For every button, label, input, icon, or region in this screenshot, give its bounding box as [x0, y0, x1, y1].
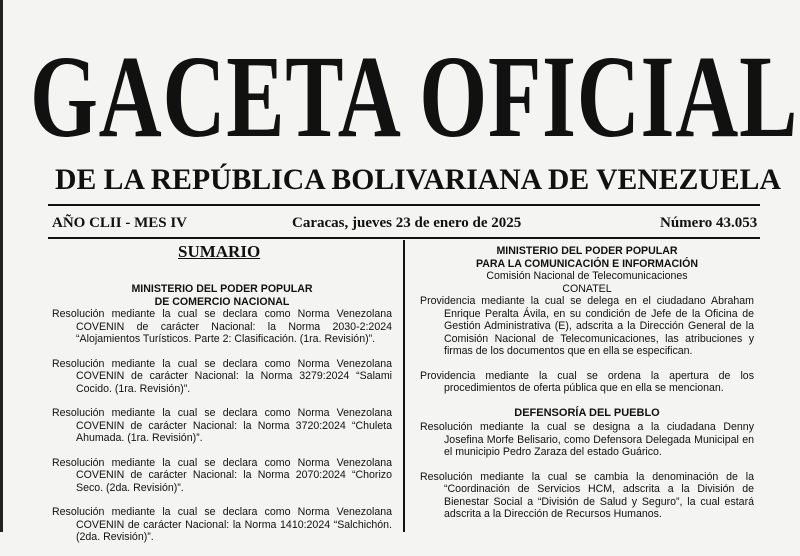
- ministry-heading-line1: MINISTERIO DEL PODER POPULAR: [131, 283, 313, 295]
- masthead-title: GACETA OFICIAL: [30, 31, 799, 162]
- summary-entry: Resolución mediante la cual se declara como Norma Venezolana COVENIN de carácter Nacional: la Norma 3279:2024 “Salami Cocido. (1ra. Revisión)”.: [52, 357, 392, 395]
- page-edge-line: [0, 0, 3, 532]
- summary-entry: Providencia mediante la cual se delega en el ciudadano Abraham Enrique Peralta Ávila, en su condición de Jefe de la Oficina de Gestión Administrativa (E), adscrita a la Dirección General de la Comisión Nacional de Telecomunicaciones, las atribuciones y firmas de los documentos que en ella se especifican.: [420, 295, 754, 357]
- summary-entry: Providencia mediante la cual se ordena la apertura de los procedimientos de oferta pública que en ella se mencionan.: [420, 369, 754, 394]
- section-heading: DEFENSORÍA DEL PUEBLO: [514, 406, 660, 419]
- right-column: [420, 245, 754, 533]
- summary-entry: Resolución mediante la cual se declara como Norma Venezolana COVENIN de carácter Nacional: la Norma 2070:2024 “Chorizo Seco. (2da. Revisión)”.: [52, 456, 392, 494]
- left-column: [52, 283, 392, 556]
- ministry-heading-line2: PARA LA COMUNICACIÓN E INFORMACIÓN: [475, 257, 699, 270]
- issue-year-month: AÑO CLII - MES IV: [52, 215, 188, 231]
- agency-acronym: CONATEL: [562, 282, 612, 295]
- top-rule: [48, 204, 760, 206]
- issue-number: Número 43.053: [660, 215, 758, 231]
- bottom-rule: [48, 237, 760, 239]
- masthead-subtitle: DE LA REPÚBLICA BOLIVARIANA DE VENEZUELA: [55, 163, 781, 196]
- summary-entry: Resolución mediante la cual se cambia la denominación de la “Coordinación de Servicios HCM, adscrita a la División de Bienestar Social a “División de Salud y Seguro”, la cual estará adscrita a la Dirección de Recursos Humanos.: [420, 470, 754, 520]
- column-divider: [403, 240, 405, 532]
- ministry-heading-line1: MINISTERIO DEL PODER POPULAR: [496, 245, 678, 257]
- agency-name: Comisión Nacional de Telecomunicaciones: [486, 270, 688, 282]
- summary-entry: Resolución mediante la cual se declara como Norma Venezolana COVENIN de carácter Nacional: la Norma 2030-2:2024 “Alojamientos Turísticos. Parte 2: Clasificación. (1ra. Revisión)”.: [52, 308, 392, 345]
- sumario-title: SUMARIO: [178, 242, 261, 261]
- summary-entry: Resolución mediante la cual se declara como Norma Venezolana COVENIN de carácter Nacional: la Norma 3720:2024 “Chuleta Ahumada. (1ra. Revisión)”.: [52, 407, 392, 444]
- summary-entry: Resolución mediante la cual se designa a la ciudadana Denny Josefina Morfe Belisario, como Defensora Delegada Municipal en el municipio Pedro Zaraza del estado Guárico.: [420, 421, 754, 458]
- issue-place-date: Caracas, jueves 23 de enero de 2025: [292, 215, 522, 231]
- ministry-heading-line2: DE COMERCIO NACIONAL: [154, 295, 290, 308]
- summary-entry: Resolución mediante la cual se declara como Norma Venezolana COVENIN de carácter Nacional: la Norma 1410:2024 “Salchichón. (2da. Revisión)”.: [52, 506, 392, 543]
